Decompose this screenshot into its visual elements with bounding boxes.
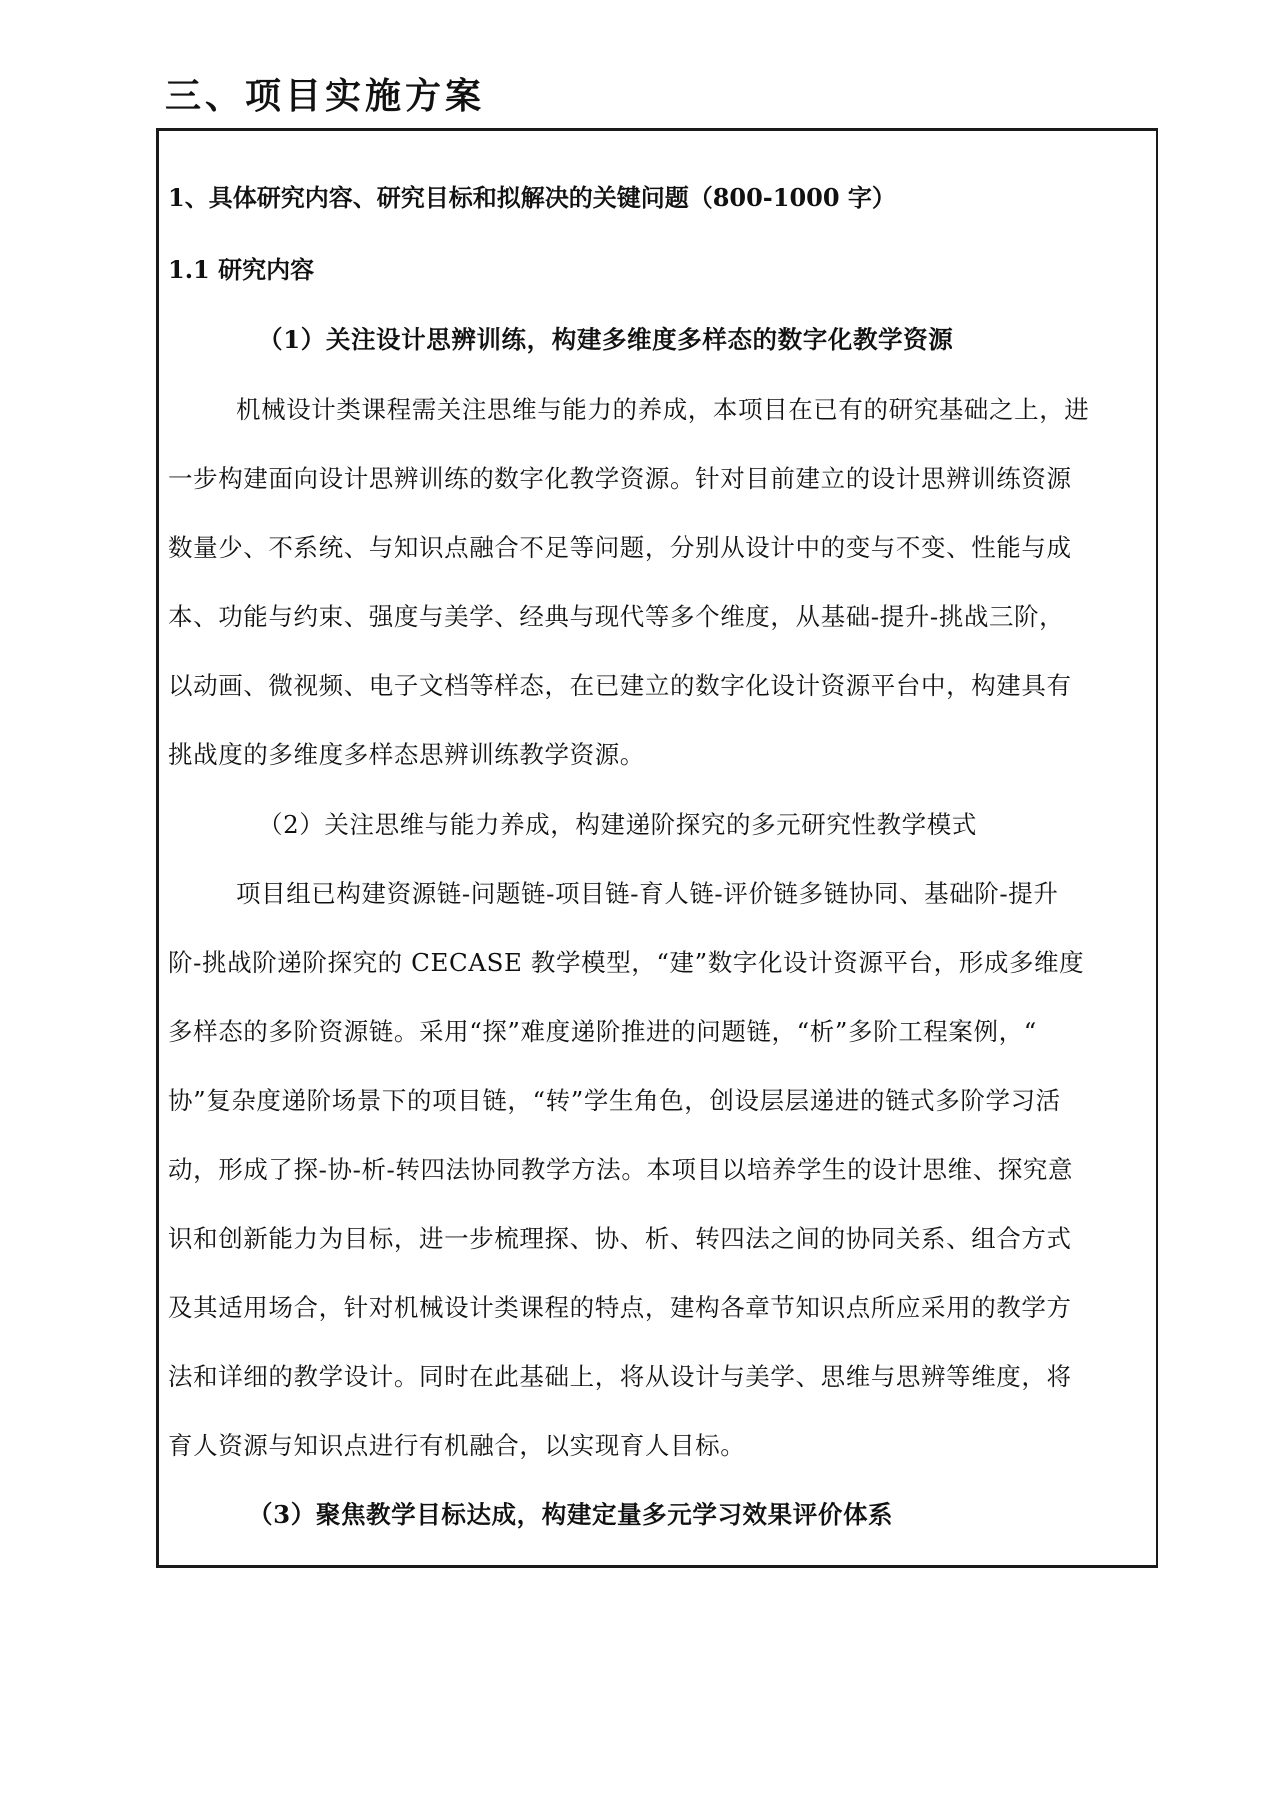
heading-research-content: 1、具体研究内容、研究目标和拟解决的关键问题（800-1000 字） <box>168 183 896 212</box>
item1-line-0: 机械设计类课程需关注思维与能力的养成，本项目在已有的研究基础之上，进 <box>236 395 1090 424</box>
item2-line-4: 动，形成了探-协-析-转四法协同教学方法。本项目以培养学生的设计思维、探究意 <box>168 1155 1074 1184</box>
item2-line-6: 及其适用场合，针对机械设计类课程的特点，建构各章节知识点所应采用的教学方 <box>168 1293 1072 1322</box>
item1-line-1: 一步构建面向设计思辨训练的数字化教学资源。针对目前建立的设计思辨训练资源 <box>168 464 1072 493</box>
item1-line-4: 以动画、微视频、电子文档等样态，在已建立的数字化设计资源平台中，构建具有 <box>168 671 1072 700</box>
item3-title: （3）聚焦教学目标达成，构建定量多元学习效果评价体系 <box>248 1500 894 1529</box>
item2-line-3: 协”复杂度递阶场景下的项目链，“转”学生角色，创设层层递进的链式多阶学习活 <box>168 1086 1061 1115</box>
item2-line-5: 识和创新能力为目标，进一步梳理探、协、析、转四法之间的协同关系、组合方式 <box>168 1224 1072 1253</box>
item2-line-8: 育人资源与知识点进行有机融合，以实现育人目标。 <box>168 1431 746 1460</box>
heading-1-1: 1.1 研究内容 <box>168 255 315 284</box>
item2-line-7: 法和详细的教学设计。同时在此基础上，将从设计与美学、思维与思辨等维度，将 <box>168 1362 1072 1391</box>
item1-title: （1）关注设计思辨训练，构建多维度多样态的数字化教学资源 <box>258 325 954 354</box>
item1-line-2: 数量少、不系统、与知识点融合不足等问题，分别从设计中的变与不变、性能与成 <box>168 533 1072 562</box>
item2-line-2: 多样态的多阶资源链。采用“探”难度递阶推进的问题链，“析”多阶工程案例，“ <box>168 1017 1037 1046</box>
item1-line-3: 本、功能与约束、强度与美学、经典与现代等多个维度，从基础-提升-挑战三阶， <box>168 602 1065 631</box>
section-title: 三、项目实施方案 <box>165 75 486 117</box>
item2-line-1: 阶-挑战阶递阶探究的 CECASE 教学模型，“建”数字化设计资源平台，形成多维度 <box>168 948 1085 977</box>
item2-title: （2）关注思维与能力养成，构建递阶探究的多元研究性教学模式 <box>258 810 977 839</box>
item1-line-5: 挑战度的多维度多样态思辨训练教学资源。 <box>168 740 645 769</box>
item2-line-0: 项目组已构建资源链-问题链-项目链-育人链-评价链多链协同、基础阶-提升 <box>236 879 1059 908</box>
